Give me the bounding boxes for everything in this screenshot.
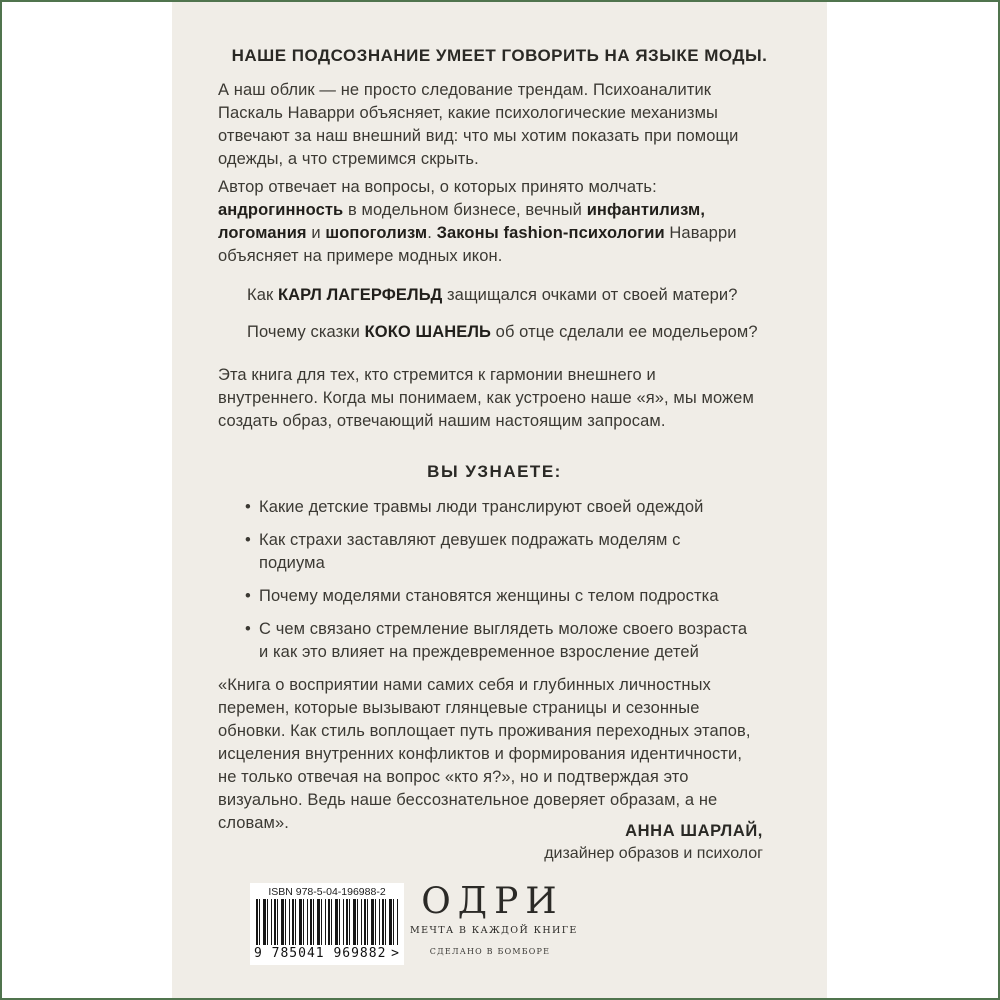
review-author: АННА ШАРЛАЙ, [625, 822, 763, 840]
learn-item [245, 585, 750, 608]
review-quote: «Книга о восприятии нами самих себя и глубинных личностных перемен, которые вызывают глянцевые страницы и сезонные обновки. Как стиль воплощает путь проживания переходных этапов, исцеления внутренних конфликтов и формирования идентичности, не только отвечая на вопрос «кто я?», но и подтверждая это визуально. Ведь наше бессознательное доверяет образам, а не словам». [218, 676, 751, 832]
publisher-tagline: МЕЧТА В КАЖДОЙ КНИГЕ [410, 925, 578, 936]
isbn-label: ISBN 978-5-04-196988-2 [268, 886, 386, 898]
barcode-digits [254, 946, 400, 961]
learn-list [245, 496, 750, 674]
bullet-dot: • [245, 587, 251, 605]
review-author-role: дизайнер образов и психолог [544, 845, 763, 862]
book-back-cover [172, 0, 827, 1000]
learn-item-text: Почему моделями становятся женщины с телом подростка [259, 587, 719, 605]
barcode-bars [256, 899, 398, 945]
barcode [250, 883, 404, 965]
learn-heading: ВЫ УЗНАЕТЕ: [427, 462, 562, 481]
topics-paragraph: Автор отвечает на вопросы, о которых принято молчать: андрогинность в модельном бизнесе, вечный инфантилизм, логомания и шопоголизм. Законы fashion-психологии Наварри объясняет на примере модных икон. [218, 178, 737, 265]
harmony-paragraph: Эта книга для тех, кто стремится к гармонии внешнего и внутреннего. Когда мы понимаем, как устроено наше «я», мы можем создать образ, отвечающий нашим настоящим запросам. [218, 366, 754, 430]
learn-item [245, 529, 750, 575]
publisher-name: ОДРИ [421, 881, 564, 922]
review-attribution [363, 822, 763, 863]
learn-item [245, 496, 750, 519]
learn-item-text: Как страхи заставляют девушек подражать моделям с подиума [259, 531, 681, 572]
question-chanel: Почему сказки КОКО ШАНЕЛЬ об отце сделали ее модельером? [247, 323, 758, 341]
question-lagerfeld: Как КАРЛ ЛАГЕРФЕЛЬД защищался очками от своей матери? [247, 286, 738, 304]
publisher-logo [410, 881, 578, 956]
bullet-dot: • [245, 620, 251, 638]
headline: НАШЕ ПОДСОЗНАНИЕ УМЕЕТ ГОВОРИТЬ НА ЯЗЫКЕ МОДЫ. [231, 46, 768, 65]
bullet-dot: • [245, 531, 251, 549]
learn-item [245, 618, 750, 664]
bullet-dot: • [245, 498, 251, 516]
barcode-suffix: > [391, 946, 400, 961]
barcode-number: 9 785041 969882 [254, 946, 387, 961]
intro-paragraph: А наш облик — не просто следование трендам. Психоаналитик Паскаль Наварри объясняет, какие психологические механизмы отвечают за наш внешний вид: что мы хотим показать при помощи одежды, а что стремимся скрыть. [218, 81, 739, 168]
learn-item-text: Какие детские травмы люди транслируют своей одеждой [259, 498, 704, 516]
publisher-madeby: СДЕЛАНО В БОМБОРЕ [429, 947, 551, 956]
learn-item-text: С чем связано стремление выглядеть моложе своего возраста и как это влияет на преждевременное взросление детей [259, 620, 748, 661]
